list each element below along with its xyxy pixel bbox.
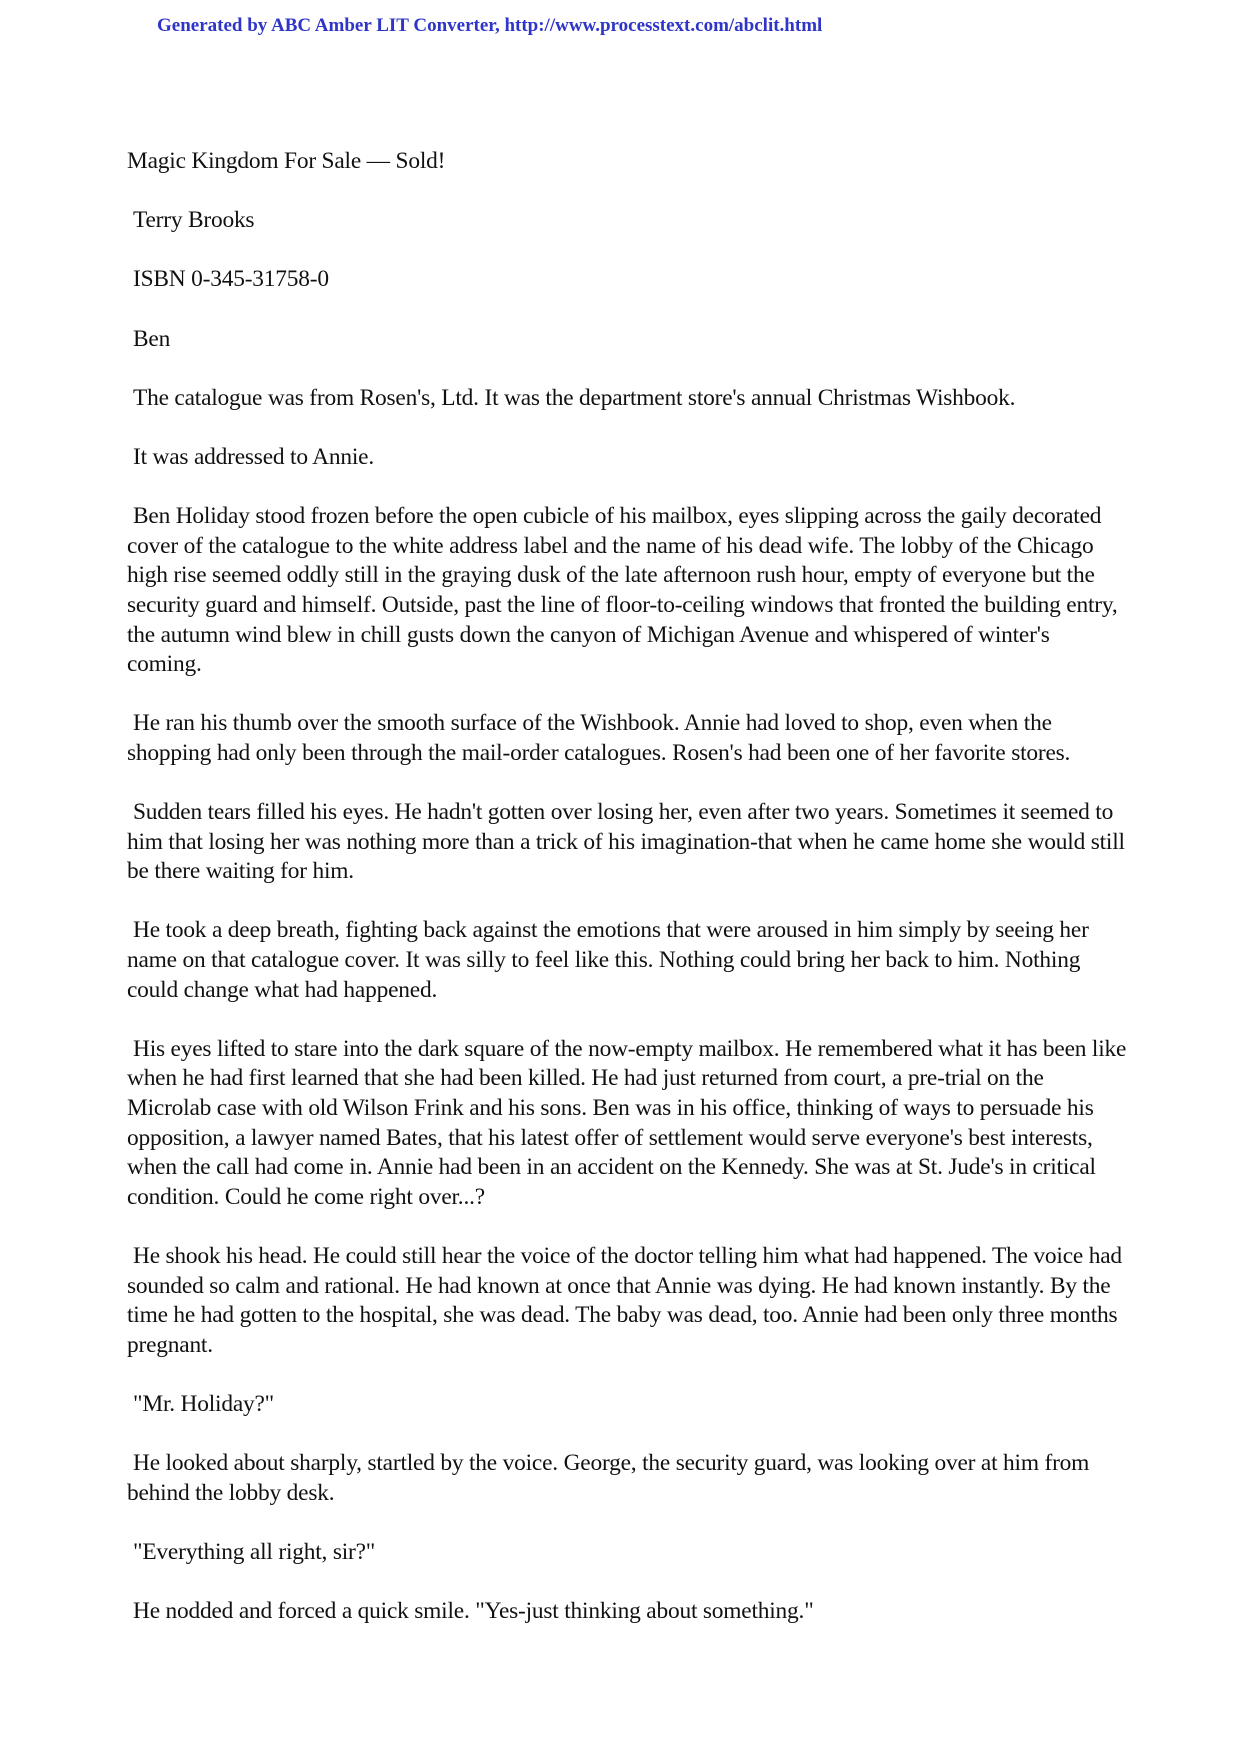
book-isbn: ISBN 0-345-31758-0 (133, 266, 329, 293)
paragraph: "Mr. Holiday?" (133, 1390, 275, 1417)
chapter-heading: Ben (133, 325, 171, 352)
paragraph: Sudden tears filled his eyes. He hadn't gotten over losing her, even after two years. Sometimes it seemed to him that losing her was nothing more than a trick of his imagination-that when he came home she would still be there waiting for him. (127, 799, 1125, 885)
book-title: Magic Kingdom For Sale — Sold! (127, 148, 446, 174)
paragraph: The catalogue was from Rosen's, Ltd. It was the department store's annual Christmas Wishbook. (133, 384, 1016, 411)
paragraph: "Everything all right, sir?" (133, 1538, 376, 1565)
book-author: Terry Brooks (133, 207, 255, 234)
document-body (127, 147, 1127, 1656)
paragraph: Ben Holiday stood frozen before the open cubicle of his mailbox, eyes slipping across the gaily decorated cover of the catalogue to the white address label and the name of his dead wife. The lobby of the Chicago high rise seemed oddly still in the graying dusk of the late afternoon rush hour, empty of everyone but the security guard and himself. Outside, past the line of floor-to-ceiling windows that fronted the building entry, the autumn wind blew in chill gusts down the canyon of Michigan Avenue and whispered of winter's coming. (127, 503, 1118, 678)
paragraph: He ran his thumb over the smooth surface of the Wishbook. Annie had loved to shop, even when the shopping had only been through the mail-order catalogues. Rosen's had been one of her favorite stores. (127, 710, 1071, 766)
paragraph: His eyes lifted to stare into the dark square of the now-empty mailbox. He remembered what it has been like when he had first learned that she had been killed. He had just returned from court, a pre-trial on the Microlab case with old Wilson Frink and his sons. Ben was in his office, thinking of ways to persuade his opposition, a lawyer named Bates, that his latest offer of settlement would serve everyone's best interests, when the call had come in. Annie had been in an accident on the Kennedy. She was at St. Jude's in critical condition. Could he come right over...? (127, 1035, 1127, 1210)
converter-header-link[interactable]: Generated by ABC Amber LIT Converter, http://www.processtext.com/abclit.html (157, 15, 823, 36)
paragraph: He shook his head. He could still hear the voice of the doctor telling him what had happened. The voice had sounded so calm and rational. He had known at once that Annie was dying. He had known instantly. By the time he had gotten to the hospital, she was dead. The baby was dead, too. Annie had been only three months pregnant. (127, 1242, 1122, 1358)
paragraph: He took a deep breath, fighting back against the emotions that were aroused in him simply by seeing her name on that catalogue cover. It was silly to feel like this. Nothing could bring her back to him. Nothing could change what had happened. (127, 917, 1089, 1003)
paragraph: He nodded and forced a quick smile. "Yes-just thinking about something." (133, 1598, 814, 1625)
paragraph: It was addressed to Annie. (133, 443, 374, 470)
paragraph: He looked about sharply, startled by the voice. George, the security guard, was looking over at him from behind the lobby desk. (127, 1450, 1090, 1506)
